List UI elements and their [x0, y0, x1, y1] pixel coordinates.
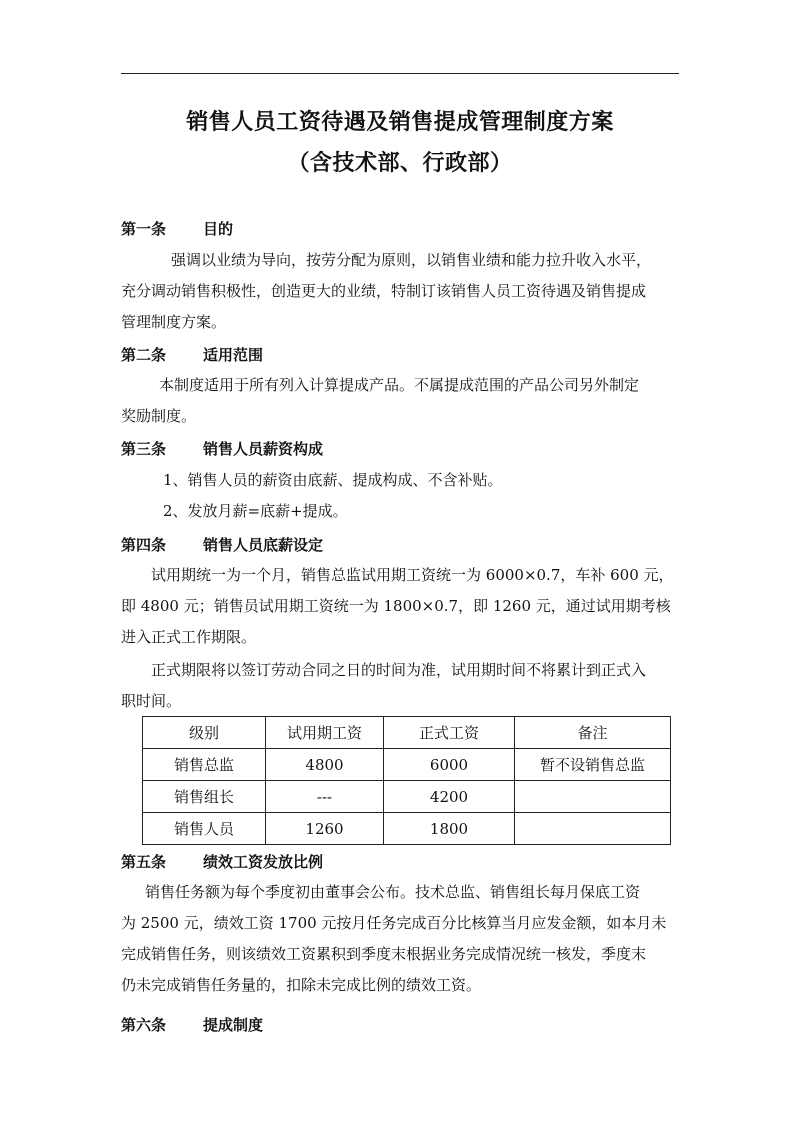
- table-cell: 1260: [266, 813, 384, 845]
- table-cell: 销售总监: [143, 749, 266, 781]
- article-3-title: 销售人员薪资构成: [203, 440, 324, 458]
- table-header-cell: 级别: [143, 717, 266, 749]
- article-6-number: 第六条: [121, 1016, 167, 1034]
- header-rule: [121, 73, 679, 74]
- article-1-title: 目的: [203, 220, 234, 238]
- table-cell: [515, 813, 671, 845]
- paragraph-line: 强调以业绩为导向，按劳分配为原则，以销售业绩和能力拉升收入水平，: [171, 251, 652, 269]
- paragraph-line: 进入正式工作期限。: [121, 628, 257, 646]
- table-cell: 销售人员: [143, 813, 266, 845]
- table-cell: 销售组长: [143, 781, 266, 813]
- paragraph-line: 职时间。: [121, 692, 182, 710]
- article-6-heading: [121, 1014, 263, 1035]
- paragraph-line: 奖励制度。: [121, 407, 197, 425]
- article-2-number: 第二条: [121, 346, 167, 364]
- article-2-heading: [121, 344, 263, 365]
- paragraph-line: 试用期统一为一个月，销售总监试用期工资统一为 6000×0.7，车补 600 元，: [151, 566, 674, 584]
- table-header-row: [143, 717, 671, 749]
- article-1-body: [121, 245, 679, 338]
- paragraph-line: 仍未完成销售任务量的，扣除未完成比例的绩效工资。: [121, 976, 482, 994]
- paragraph-line: 销售任务额为每个季度初由董事会公布。技术总监、销售组长每月保底工资: [145, 883, 641, 901]
- article-2-body: [121, 370, 679, 432]
- table-cell: 4800: [266, 749, 384, 781]
- table-cell: ---: [266, 781, 384, 813]
- table-header-cell: 正式工资: [384, 717, 515, 749]
- table-cell: 4200: [384, 781, 515, 813]
- article-1-heading: [121, 218, 233, 239]
- paragraph-line: 本制度适用于所有列入计算提成产品。不属提成范围的产品公司另外制定: [159, 376, 640, 394]
- table-row: [143, 813, 671, 845]
- table-cell: [515, 781, 671, 813]
- article-4-title: 销售人员底薪设定: [203, 536, 324, 554]
- document-title: 销售人员工资待遇及销售提成管理制度方案: [186, 109, 614, 135]
- paragraph-line: 充分调动销售积极性，创造更大的业绩，特制订该销售人员工资待遇及销售提成: [121, 282, 647, 300]
- table-cell: 1800: [384, 813, 515, 845]
- article-2-title: 适用范围: [203, 346, 264, 364]
- article-4-body: [121, 560, 679, 653]
- table-row: [143, 749, 671, 781]
- article-3-heading: [121, 438, 323, 459]
- table-cell: 6000: [384, 749, 515, 781]
- article-1-number: 第一条: [121, 220, 167, 238]
- paragraph-line: 为 2500 元，绩效工资 1700 元按月任务完成百分比核算当月应发金额，如本月未: [121, 914, 667, 932]
- document-subtitle: （含技术部、行政部）: [287, 150, 513, 176]
- article-5-heading: [121, 851, 323, 872]
- table-row: [143, 781, 671, 813]
- article-3-number: 第三条: [121, 440, 167, 458]
- article-5-body: [121, 877, 679, 1001]
- table-header-cell: 试用期工资: [266, 717, 384, 749]
- salary-table: [142, 716, 671, 845]
- article-5-title: 绩效工资发放比例: [203, 853, 324, 871]
- article-4-body-2: [121, 655, 679, 717]
- paragraph-line: 1、销售人员的薪资由底薪、提成构成、不含补贴。: [163, 471, 503, 489]
- article-4-heading: [121, 534, 323, 555]
- paragraph-line: 完成销售任务，则该绩效工资累积到季度末根据业务完成情况统一核发，季度末: [121, 945, 647, 963]
- paragraph-line: 即 4800 元；销售员试用期工资统一为 1800×0.7，即 1260 元，通过试用期考核: [121, 597, 671, 615]
- article-4-number: 第四条: [121, 536, 167, 554]
- article-5-number: 第五条: [121, 853, 167, 871]
- paragraph-line: 2、发放月薪=底薪+提成。: [163, 502, 348, 520]
- paragraph-line: 管理制度方案。: [121, 313, 227, 331]
- table-header-cell: 备注: [515, 717, 671, 749]
- article-6-title: 提成制度: [203, 1016, 264, 1034]
- table-cell: 暂不设销售总监: [515, 749, 671, 781]
- article-3-body: [121, 465, 679, 527]
- paragraph-line: 正式期限将以签订劳动合同之日的时间为准，试用期时间不将累计到正式入: [151, 661, 647, 679]
